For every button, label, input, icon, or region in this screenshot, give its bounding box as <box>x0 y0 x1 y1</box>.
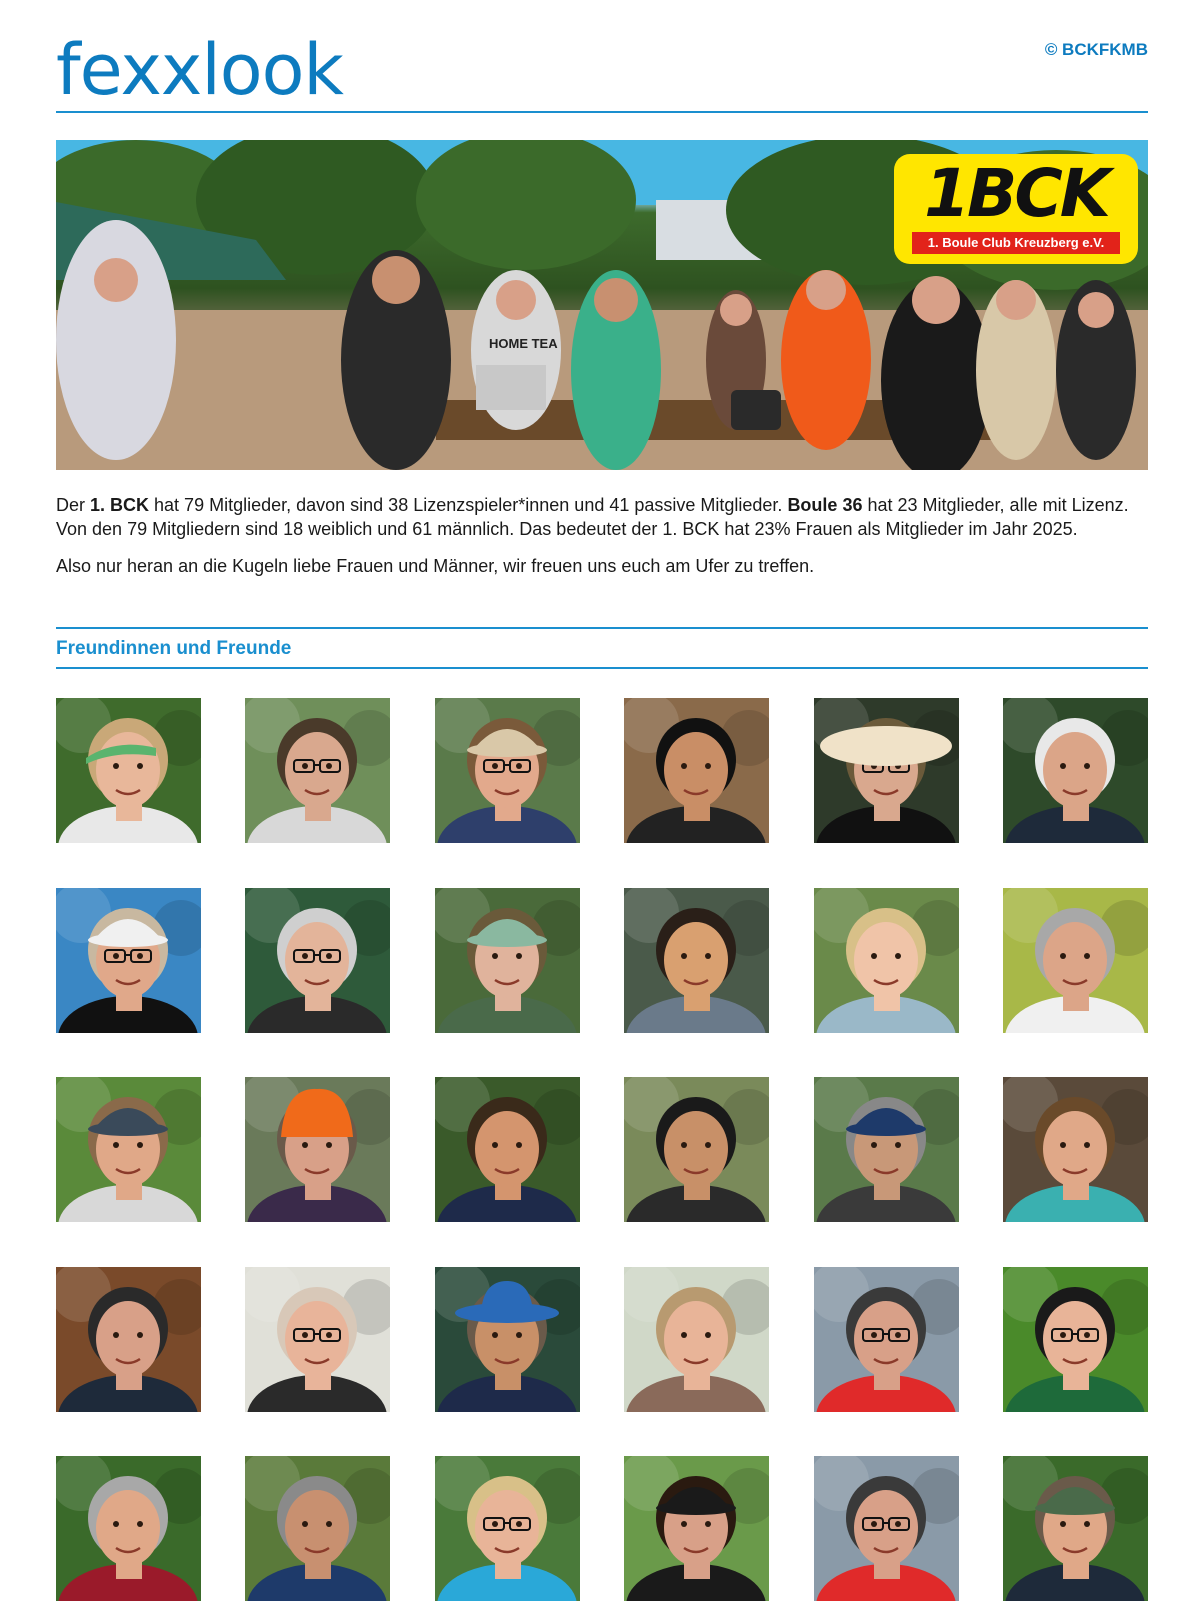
person-icon <box>435 1267 580 1412</box>
person-icon <box>814 1456 959 1601</box>
person-icon <box>245 1077 390 1222</box>
intro-text <box>56 493 1148 591</box>
portrait-photo <box>435 1267 580 1412</box>
portrait-photo <box>814 1267 959 1412</box>
portrait-photo <box>435 1077 580 1222</box>
portrait-photo <box>435 698 580 843</box>
section-title: Freundinnen und Freunde <box>56 638 292 659</box>
portrait-photo <box>814 1456 959 1601</box>
person-icon <box>56 1267 201 1412</box>
person-icon <box>245 888 390 1033</box>
brand-logo[interactable]: fexxlook <box>56 29 343 111</box>
person-icon <box>624 1267 769 1412</box>
person-icon <box>245 698 390 843</box>
portrait-photo <box>624 888 769 1033</box>
hero-image <box>56 140 1148 470</box>
portrait-photo <box>245 1077 390 1222</box>
copyright-notice: © BCKFKMB <box>1044 40 1148 59</box>
person-icon <box>435 888 580 1033</box>
person-icon <box>1003 888 1148 1033</box>
portrait-photo <box>245 1267 390 1412</box>
invitation-paragraph: Also nur heran an die Kugeln liebe Frauen und Männer, wir freuen uns euch am Ufer zu treffen. <box>56 556 815 576</box>
portrait-photo <box>435 1456 580 1601</box>
portrait-photo <box>1003 1267 1148 1412</box>
portrait-photo <box>245 698 390 843</box>
club-name: 1. BCK <box>90 495 150 515</box>
team-name: Boule 36 <box>787 495 863 515</box>
person-icon <box>814 1077 959 1222</box>
portrait-photo <box>624 698 769 843</box>
person-icon <box>245 1267 390 1412</box>
portrait-photo <box>435 888 580 1033</box>
person-icon <box>624 1077 769 1222</box>
portrait-photo <box>814 1077 959 1222</box>
portrait-photo <box>624 1267 769 1412</box>
person-icon <box>814 1267 959 1412</box>
portrait-photo <box>56 888 201 1033</box>
portrait-photo <box>56 1077 201 1222</box>
club-badge-title: 1BCK <box>924 155 1108 232</box>
intro-paragraph: Der 1. BCK hat 79 Mitglieder, davon sind 38 Lizenzspieler*innen und 41 passive Mitglieder. Boule 36 hat 23 Mitglieder, alle mit Lizenz. Von den 79 Mitgliedern sind 18 weiblich und 61 männlich. Das bedeutet der 1. BCK hat 23% Frauen als Mitglieder im Jahr 2025. <box>56 495 1129 539</box>
person-icon <box>814 698 959 843</box>
portrait-photo <box>245 1456 390 1601</box>
person-icon <box>56 1456 201 1601</box>
portrait-photo <box>624 1456 769 1601</box>
person-icon <box>1003 1077 1148 1222</box>
portrait-photo <box>624 1077 769 1222</box>
person-icon <box>814 888 959 1033</box>
person-icon <box>1003 1267 1148 1412</box>
person-icon <box>435 1456 580 1601</box>
portrait-photo <box>814 888 959 1033</box>
portrait-photo <box>56 1456 201 1601</box>
shirt-lettering: HOME TEA <box>489 336 558 351</box>
person-icon <box>1003 698 1148 843</box>
person-icon <box>624 1456 769 1601</box>
person-icon <box>435 1077 580 1222</box>
portrait-photo <box>56 1267 201 1412</box>
person-icon <box>624 888 769 1033</box>
portrait-photo <box>1003 1456 1148 1601</box>
portrait-photo <box>1003 1077 1148 1222</box>
person-icon <box>1003 1456 1148 1601</box>
person-icon <box>56 698 201 843</box>
portrait-photo <box>1003 888 1148 1033</box>
portrait-photo <box>814 698 959 843</box>
section-rule-top <box>56 627 1148 629</box>
portrait-photo <box>245 888 390 1033</box>
person-icon <box>435 698 580 843</box>
header-rule <box>56 111 1148 113</box>
club-badge-subtitle: 1. Boule Club Kreuzberg e.V. <box>912 232 1120 254</box>
person-icon <box>56 888 201 1033</box>
person-icon <box>56 1077 201 1222</box>
person-icon <box>245 1456 390 1601</box>
person-icon <box>624 698 769 843</box>
section-rule-bottom <box>56 667 1148 669</box>
portrait-photo <box>56 698 201 843</box>
club-badge <box>894 154 1138 264</box>
portrait-photo <box>1003 698 1148 843</box>
